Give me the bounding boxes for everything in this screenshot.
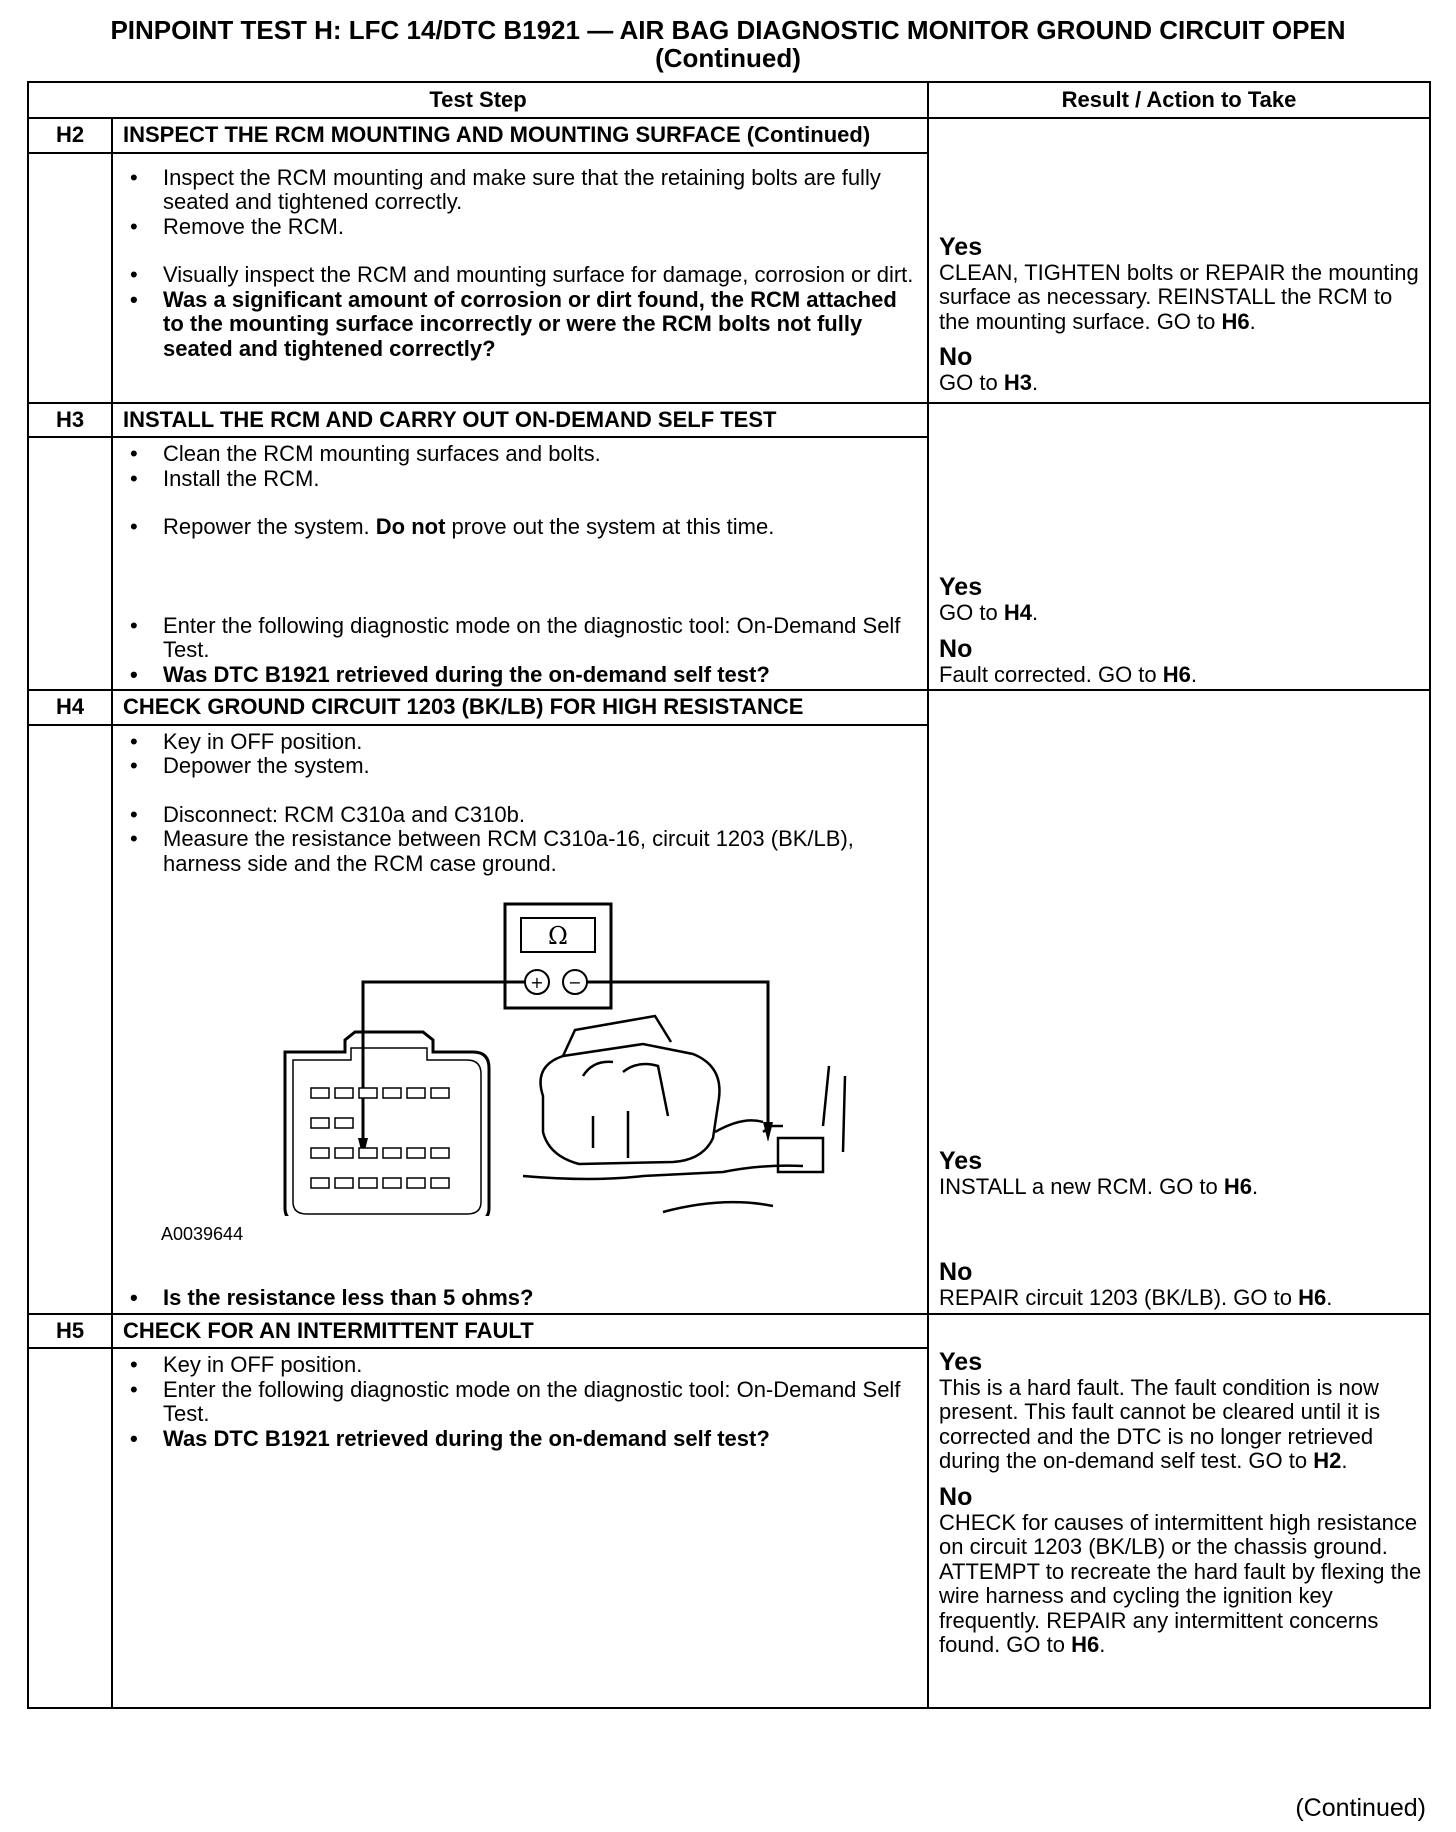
step-bullet: • Install the RCM. (123, 467, 919, 492)
figure-id: A0039644 (161, 1224, 244, 1244)
ohm-symbol: Ω (548, 922, 568, 950)
step-id-spacer (28, 153, 112, 403)
connector-pins (311, 1088, 449, 1188)
no-action-text: REPAIR circuit 1203 (BK/LB). GO to (939, 1285, 1292, 1310)
step-ref: H2 (1313, 1448, 1342, 1473)
step-bullet: • Disconnect: RCM C310a and C310b. (123, 803, 919, 828)
step-bullet: • Clean the RCM mounting surfaces and bolts. (123, 442, 919, 467)
no-action-text: CHECK for causes of intermittent high resistance on circuit 1203 (BK/LB) or the chassis ground. ATTEMPT to recreate the hard fault by flexing the wire harness and cycling the ignition key frequently. REPAIR any intermittent concerns found. GO to (939, 1509, 1422, 1657)
step-ref: H4 (1003, 600, 1032, 625)
no-action: GO to H3. (939, 370, 1039, 395)
step-bullet: • Enter the following diagnostic mode on the diagnostic tool: On-Demand Self Test. (123, 1378, 919, 1427)
step-bullet (123, 515, 919, 540)
step-ref: H6 (1298, 1285, 1327, 1310)
step-body-h4 (112, 725, 928, 1314)
yes-action: GO to H4. (939, 600, 1039, 625)
step-id-spacer (28, 437, 112, 690)
rcm-module (523, 1016, 845, 1212)
step-h5-heading-row (28, 1314, 1430, 1349)
step-question: • Was a significant amount of corrosion or dirt found, the RCM attached to the mounting surface incorrectly or were the RCM bolts not fully seated and tightened correctly? (123, 288, 919, 362)
column-header-result: Result / Action to Take (928, 82, 1430, 118)
negative-lead (587, 982, 768, 1128)
no-label: No (939, 1258, 973, 1286)
plus-label: + (530, 973, 544, 992)
step-body-h2 (112, 153, 928, 403)
step-bullet: • Key in OFF position. (123, 730, 919, 755)
step-result-h4 (928, 690, 1430, 1314)
no-label: No (939, 343, 973, 371)
step-id-spacer (28, 725, 112, 1314)
step-bullet: • Measure the resistance between RCM C310a-16, circuit 1203 (BK/LB), harness side and the RCM case ground. (123, 827, 919, 876)
bullet-text: prove out the system at this time. (451, 514, 775, 539)
yes-action: This is a hard fault. The fault condition is now present. This fault cannot be cleared until it is corrected and the DTC is no longer retrieved during the on-demand self test. GO to H2. (939, 1374, 1381, 1473)
step-bullet: • Inspect the RCM mounting and make sure that the retaining bolts are fully seated and tightened correctly. (123, 166, 919, 215)
yes-action-text: INSTALL a new RCM. GO to (939, 1173, 1218, 1199)
yes-label: Yes (939, 1347, 983, 1376)
yes-action: INSTALL a new RCM. GO to H6. (939, 1173, 1259, 1199)
bullet-text: Repower the system. (163, 514, 370, 539)
pinpoint-test-table (27, 81, 1431, 1709)
step-question: • Was DTC B1921 retrieved during the on-demand self test? (123, 1427, 919, 1452)
step-h3-heading-row (28, 403, 1430, 438)
figure-resistance-measurement (123, 876, 919, 1286)
title-line-2: (Continued) (655, 43, 801, 73)
yes-action-text: GO to (939, 600, 998, 625)
step-question: • Was DTC B1921 retrieved during the on-demand self test? (123, 663, 919, 688)
step-ref: H6 (1162, 661, 1191, 687)
continued-footer: (Continued) (1295, 1794, 1426, 1822)
step-result-h3 (928, 403, 1430, 691)
step-heading-h5: CHECK FOR AN INTERMITTENT FAULT (112, 1314, 928, 1349)
step-heading-h2: INSPECT THE RCM MOUNTING AND MOUNTING SURFACE (Continued) (112, 118, 928, 153)
step-id-h3: H3 (28, 403, 112, 438)
minus-label: − (568, 973, 582, 992)
yes-action: CLEAN, TIGHTEN bolts or REPAIR the mounting surface as necessary. REINSTALL the RCM to the mounting surface. GO to H6. (939, 259, 1419, 334)
step-bullet: • Enter the following diagnostic mode on the diagnostic tool: On-Demand Self Test. (123, 614, 919, 663)
step-heading-h3: INSTALL THE RCM AND CARRY OUT ON-DEMAND SELF TEST (112, 403, 928, 438)
no-action: REPAIR circuit 1203 (BK/LB). GO to H6. (939, 1285, 1333, 1310)
step-question: • Is the resistance less than 5 ohms? (123, 1286, 919, 1311)
step-ref: H6 (1223, 1173, 1253, 1199)
step-result-h5 (928, 1314, 1430, 1709)
no-label: No (939, 1482, 973, 1511)
step-bullet: • Key in OFF position. (123, 1353, 919, 1378)
step-result-h2 (928, 118, 1430, 403)
step-ref: H6 (1221, 308, 1250, 334)
connector-illustration (123, 876, 913, 1216)
yes-action-text: CLEAN, TIGHTEN bolts or REPAIR the mounting surface as necessary. REINSTALL the RCM to the mounting surface. GO to (939, 259, 1419, 334)
no-label: No (939, 634, 973, 663)
step-body-h5 (112, 1348, 928, 1708)
step-id-spacer (28, 1348, 112, 1708)
no-action-text: Fault corrected. GO to (939, 661, 1157, 687)
table-header-row (28, 82, 1430, 118)
step-ref: H6 (1071, 1632, 1100, 1657)
yes-action-text: This is a hard fault. The fault condition is now present. This fault cannot be cleared until it is corrected and the DTC is no longer retrieved during the on-demand self test. GO to (939, 1374, 1381, 1473)
step-bullet: • Remove the RCM. (123, 215, 919, 240)
column-header-test-step: Test Step (28, 82, 928, 118)
step-body-h3 (112, 437, 928, 690)
step-id-h2: H2 (28, 118, 112, 153)
no-action-text: GO to (939, 370, 998, 395)
step-id-h4: H4 (28, 690, 112, 725)
page-title (0, 16, 1456, 72)
no-action: Fault corrected. GO to H6. (939, 661, 1198, 687)
step-bullet: • Visually inspect the RCM and mounting surface for damage, corrosion or dirt. (123, 263, 919, 288)
step-ref: H3 (1003, 370, 1032, 395)
title-line-1: PINPOINT TEST H: LFC 14/DTC B1921 — AIR BAG DIAGNOSTIC MONITOR GROUND CIRCUIT OPEN (110, 15, 1346, 45)
yes-label: Yes (939, 232, 983, 261)
step-id-h5: H5 (28, 1314, 112, 1349)
bullet-emphasis: Do not (375, 514, 446, 539)
step-h4-heading-row (28, 690, 1430, 725)
step-heading-h4: CHECK GROUND CIRCUIT 1203 (BK/LB) FOR HIGH RESISTANCE (112, 690, 928, 725)
yes-label: Yes (939, 573, 983, 601)
positive-lead (363, 982, 525, 1144)
step-bullet: • Depower the system. (123, 754, 919, 779)
step-h2-heading-row (28, 118, 1430, 153)
yes-label: Yes (939, 1146, 983, 1175)
no-action: CHECK for causes of intermittent high resistance on circuit 1203 (BK/LB) or the chassis ground. ATTEMPT to recreate the hard fault by flexing the wire harness and cycling the ignition key frequently. REPAIR any intermittent concerns found. GO to H6. (939, 1509, 1422, 1657)
